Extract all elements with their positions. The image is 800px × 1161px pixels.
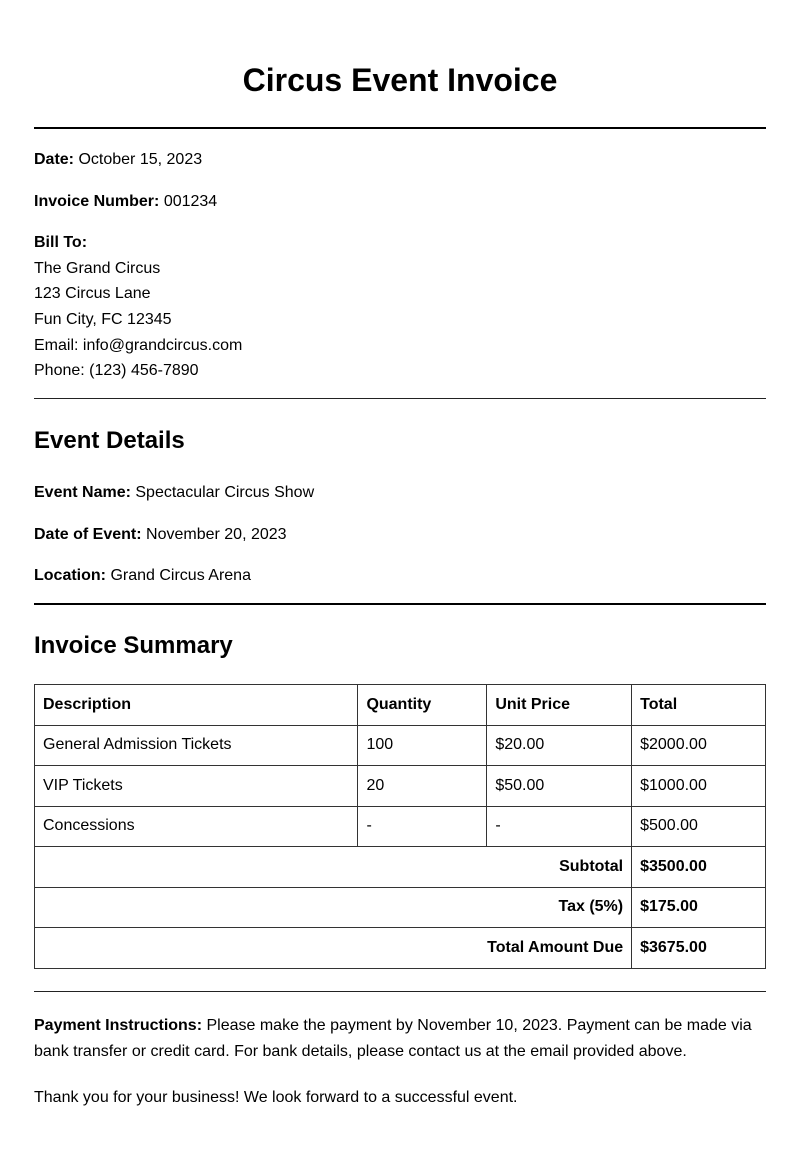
bill-to-name: The Grand Circus: [34, 260, 161, 277]
cell-description: Concessions: [35, 806, 358, 847]
subtotal-label: Subtotal: [35, 847, 632, 888]
event-location-label: Location:: [34, 567, 106, 584]
table-header-row: [35, 685, 766, 726]
column-header-unit-price: Unit Price: [487, 685, 632, 726]
invoice-table: [34, 684, 766, 969]
column-header-description: Description: [35, 685, 358, 726]
cell-description: VIP Tickets: [35, 766, 358, 807]
divider: [34, 127, 766, 129]
column-header-quantity: Quantity: [358, 685, 487, 726]
event-date-value: November 20, 2023: [146, 526, 287, 543]
date-value: October 15, 2023: [78, 151, 203, 168]
divider: [34, 603, 766, 605]
cell-unit-price: $20.00: [487, 725, 632, 766]
event-name-label: Event Name:: [34, 484, 131, 501]
table-row: [35, 725, 766, 766]
payment-instructions-text: Please make the payment by November 10, 2023. Payment can be made via bank transfer or credit card. For bank details, please contact us at the email provided above.: [34, 1017, 752, 1060]
total-due-row: [35, 928, 766, 969]
bill-to-heading: Bill To:: [34, 234, 88, 251]
cell-total: $2000.00: [632, 725, 766, 766]
bill-to-email: Email: info@grandcircus.com: [34, 337, 243, 354]
event-date: [34, 525, 287, 545]
invoice-number-label: Invoice Number:: [34, 193, 160, 210]
event-details-heading: Event Details: [34, 427, 185, 454]
invoice-summary-heading: Invoice Summary: [34, 632, 233, 659]
thank-you-note: Thank you for your business! We look forward to a successful event.: [34, 1089, 518, 1106]
bill-to-phone: Phone: (123) 456-7890: [34, 362, 199, 379]
invoice-number-value: 001234: [163, 193, 218, 210]
subtotal-value: $3500.00: [632, 847, 766, 888]
cell-quantity: 100: [358, 725, 487, 766]
cell-unit-price: $50.00: [487, 766, 632, 807]
bill-to-city: Fun City, FC 12345: [34, 311, 172, 328]
cell-unit-price: -: [487, 806, 632, 847]
cell-total: $500.00: [632, 806, 766, 847]
total-due-label: Total Amount Due: [35, 928, 632, 969]
tax-row: [35, 887, 766, 928]
event-name-value: Spectacular Circus Show: [135, 484, 315, 501]
event-location: [34, 566, 251, 586]
event-name: [34, 483, 314, 503]
subtotal-row: [35, 847, 766, 888]
table-row: [35, 766, 766, 807]
cell-total: $1000.00: [632, 766, 766, 807]
invoice-date: [34, 150, 202, 170]
cell-quantity: -: [358, 806, 487, 847]
total-due-value: $3675.00: [632, 928, 766, 969]
date-label: Date:: [34, 151, 75, 168]
table-row: [35, 806, 766, 847]
bill-to-label: [34, 233, 87, 253]
divider: [34, 398, 766, 399]
payment-instructions-label: Payment Instructions:: [34, 1017, 203, 1034]
column-header-total: Total: [632, 685, 766, 726]
tax-value: $175.00: [632, 887, 766, 928]
event-location-value: Grand Circus Arena: [110, 567, 251, 584]
divider: [34, 991, 766, 992]
cell-quantity: 20: [358, 766, 487, 807]
invoice-number: [34, 192, 217, 212]
cell-description: General Admission Tickets: [35, 725, 358, 766]
payment-instructions: [34, 1013, 766, 1065]
tax-label: Tax (5%): [35, 887, 632, 928]
page-title: Circus Event Invoice: [242, 62, 558, 98]
event-date-label: Date of Event:: [34, 526, 142, 543]
bill-to-street: 123 Circus Lane: [34, 285, 151, 302]
